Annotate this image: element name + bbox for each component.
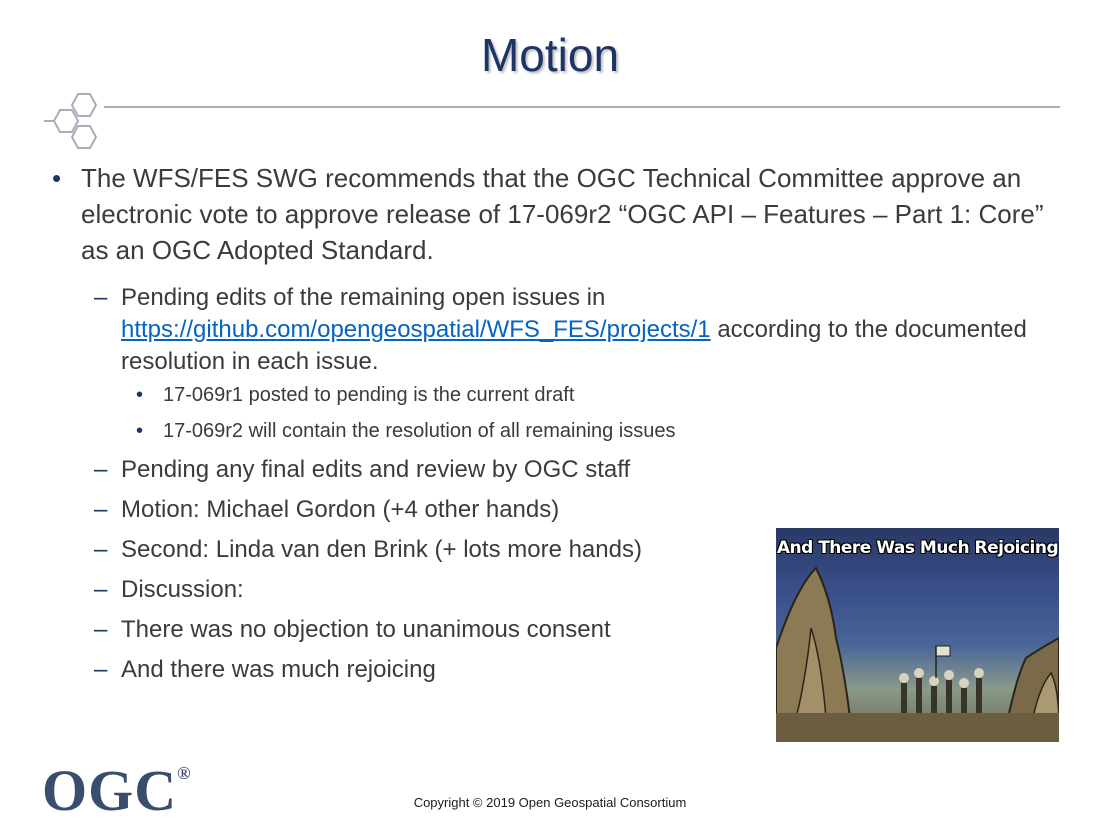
sub-sub-bullet <box>52 382 1062 408</box>
main-bullet-text: The WFS/FES SWG recommends that the OGC Technical Committee approve an electronic vote to approve release of 17-069r2 “OGC API – Features – Part 1: Core” as an OGC Adopted Standard. <box>81 163 1044 265</box>
main-bullet <box>52 160 1062 268</box>
dash-marker: – <box>94 576 108 603</box>
sub-sub-bullet-text: 17-069r1 posted to pending is the current draft <box>163 384 575 406</box>
bullet-marker: • <box>52 163 62 193</box>
sub-bullet-text: Discussion: <box>121 576 244 603</box>
registered-mark: ® <box>177 763 192 783</box>
sub-bullet <box>52 454 1062 486</box>
github-projects-link[interactable]: https://github.com/opengeospatial/WFS_FES/projects/1 <box>121 316 711 343</box>
copyright-notice: Copyright © 2019 Open Geospatial Consortium <box>413 795 687 810</box>
sub-sub-bullet <box>52 418 1062 444</box>
hexagon-cluster-icon <box>40 90 120 154</box>
sub-bullet-text: Motion: Michael Gordon (+4 other hands) <box>121 496 560 523</box>
rejoicing-scene-illustration <box>776 528 1059 742</box>
sub-bullet-text: And there was much rejoicing <box>121 656 436 683</box>
sub-bullet-prefix: Pending edits of the remaining open issues in <box>121 284 606 311</box>
dash-marker: – <box>94 456 108 483</box>
sub-bullet-text: Pending any final edits and review by OGC staff <box>121 456 631 483</box>
sub-bullet-pending-edits <box>52 282 1062 378</box>
ogc-logo <box>42 757 192 824</box>
dash-marker: – <box>94 656 108 683</box>
dash-marker: – <box>94 616 108 643</box>
sub-bullet-suffix: according to the documented resolution in each issue. <box>121 316 1027 375</box>
dash-marker: – <box>94 496 108 523</box>
bullet-marker: • <box>136 420 144 442</box>
sub-sub-bullet-text: 17-069r2 will contain the resolution of all remaining issues <box>163 420 676 442</box>
sub-bullet-text: Second: Linda van den Brink (+ lots more hands) <box>121 536 642 563</box>
dash-marker: – <box>94 536 108 563</box>
sub-bullet-text: There was no objection to unanimous consent <box>121 616 611 643</box>
bullet-marker: • <box>136 384 144 406</box>
slide-title: Motion <box>480 29 620 81</box>
title-divider <box>104 106 1060 108</box>
logo-text: OGC <box>42 758 178 823</box>
dash-marker: – <box>94 284 108 311</box>
rejoicing-image <box>776 528 1059 742</box>
sub-bullet <box>52 494 1062 526</box>
image-caption: And There Was Much Rejoicing <box>776 538 1059 558</box>
